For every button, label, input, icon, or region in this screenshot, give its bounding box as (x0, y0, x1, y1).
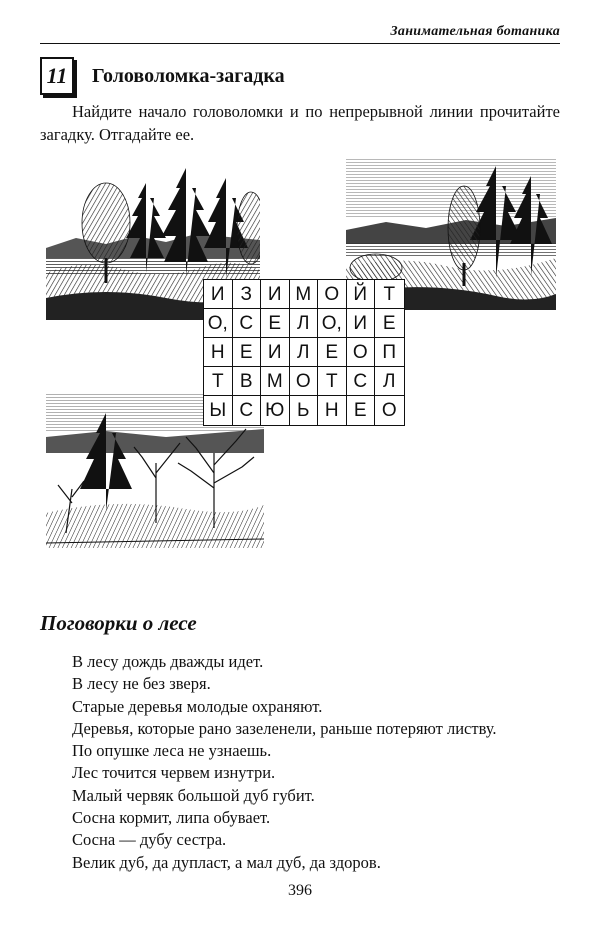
puzzle-cell: В (233, 367, 262, 396)
task-number-badge: 11 (40, 57, 74, 95)
puzzle-cell: Л (290, 338, 319, 367)
section-title: Поговорки о лесе (40, 611, 197, 635)
saying-item: В лесу не без зверя. (72, 674, 211, 694)
puzzle-cell: Т (375, 280, 404, 309)
saying-item: Старые деревья молодые охраняют. (72, 696, 323, 716)
puzzle-cell: Е (347, 396, 376, 425)
puzzle-cell: Й (347, 280, 376, 309)
puzzle-cell: О (290, 367, 319, 396)
puzzle-cell: И (261, 280, 290, 309)
page-number: 396 (288, 882, 312, 899)
puzzle-grid (203, 279, 405, 426)
task-title: Головоломка-загадка (92, 64, 285, 87)
puzzle-cell: З (233, 280, 262, 309)
puzzle-cell: О, (204, 309, 233, 338)
puzzle-cell: П (375, 338, 404, 367)
sayings-list (40, 651, 562, 874)
puzzle-cell: Е (375, 309, 404, 338)
running-head: Занимательная ботаника (40, 24, 560, 44)
puzzle-cell: С (233, 396, 262, 425)
puzzle-cell: И (347, 309, 376, 338)
puzzle-cell: Н (204, 338, 233, 367)
puzzle-cell: И (261, 338, 290, 367)
task-description: Найдите начало головоломки и по непрерывной линии прочитайте загадку. Отгадайте ее. (40, 102, 560, 144)
saying-item: Велик дуб, да дупласт, а мал дуб, да здоров. (72, 852, 381, 872)
puzzle-cell: О (381, 400, 397, 421)
puzzle-cell: С (233, 309, 262, 338)
puzzle-cell: М (290, 280, 319, 309)
puzzle-cell: Т (204, 367, 233, 396)
puzzle-cell: И (204, 280, 233, 309)
saying-item: Малый червяк большой дуб губит. (72, 785, 315, 805)
puzzle-cell: О (347, 338, 376, 367)
saying-item: Лес точится червем изнутри. (72, 763, 276, 783)
saying-item: Деревья, которые рано зазеленели, раньше потеряют листву. (72, 718, 497, 738)
saying-item: Сосна кормит, липа обувает. (72, 808, 271, 828)
puzzle-cell: Ы (204, 396, 233, 425)
puzzle-cell: Т (318, 367, 347, 396)
puzzle-cell: Е (261, 309, 290, 338)
puzzle-cell: М (261, 367, 290, 396)
puzzle-cell: Ь (290, 396, 319, 425)
puzzle-cell: Е (233, 338, 262, 367)
saying-item: Сосна — дубу сестра. (72, 830, 227, 850)
puzzle-cell: Л (290, 309, 319, 338)
puzzle-cell: О, (318, 309, 347, 338)
saying-item: По опушке леса не узнаешь. (72, 741, 272, 761)
saying-item: В лесу дождь дважды идет. (72, 652, 264, 671)
puzzle-cell: О (318, 280, 347, 309)
puzzle-cell: Ю (261, 396, 290, 425)
puzzle-cell: Е (318, 338, 347, 367)
task-header (40, 57, 285, 95)
puzzle-cell: Н (318, 396, 347, 425)
puzzle-cell: С (347, 367, 376, 396)
puzzle-cell: Л (375, 367, 404, 396)
